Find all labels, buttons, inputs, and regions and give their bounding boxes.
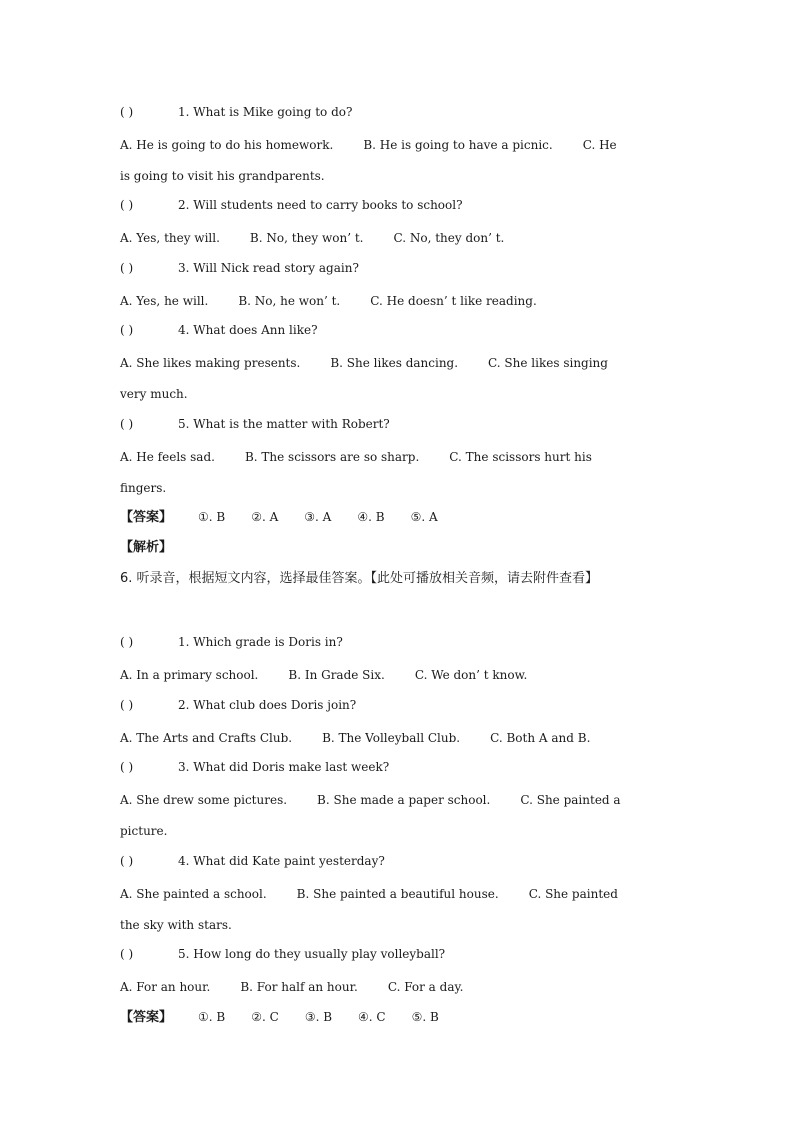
option-c: C. For a day. bbox=[387, 980, 464, 994]
question-text: 4. What does Ann like? bbox=[178, 323, 318, 337]
question-1-3 bbox=[120, 260, 680, 276]
option-continuation: is going to visit his grandparents. bbox=[120, 169, 325, 183]
option-a: A. She drew some pictures. bbox=[120, 793, 288, 807]
option-c: C. We don’ t know. bbox=[414, 668, 528, 682]
option-b: B. The Volleyball Club. bbox=[322, 731, 461, 745]
question-2-4 bbox=[120, 853, 680, 869]
analysis-label: 【解析】 bbox=[120, 540, 173, 555]
option-b: B. She made a paper school. bbox=[317, 793, 491, 807]
question-1-4 bbox=[120, 322, 680, 338]
answer-item: ④. C bbox=[358, 1010, 386, 1024]
answer-label: 【答案】 bbox=[120, 510, 173, 525]
option-a: A. The Arts and Crafts Club. bbox=[120, 731, 293, 745]
option-a: A. He is going to do his homework. bbox=[120, 138, 334, 152]
option-c: C. She likes singing bbox=[488, 356, 608, 370]
answer-item: ②. A bbox=[251, 510, 279, 524]
answer-blank: ( ) bbox=[120, 635, 134, 649]
section-heading: 6. 听录音，根据短文内容，选择最佳答案。【此处可播放相关音频，请去附件查看】 bbox=[120, 571, 599, 586]
option-c: C. She painted a bbox=[520, 793, 621, 807]
answer-blank: ( ) bbox=[120, 198, 134, 212]
option-c: C. No, they don’ t. bbox=[393, 231, 505, 245]
options-1-1 bbox=[120, 137, 680, 153]
answer-label: 【答案】 bbox=[120, 1010, 173, 1025]
question-text: 3. Will Nick read story again? bbox=[178, 261, 359, 275]
answer-blank: ( ) bbox=[120, 854, 134, 868]
question-text: 1. What is Mike going to do? bbox=[178, 105, 353, 119]
option-a: A. For an hour. bbox=[120, 980, 211, 994]
question-1-5 bbox=[120, 416, 680, 432]
options-2-3 bbox=[120, 792, 680, 808]
option-a: A. Yes, they will. bbox=[120, 231, 220, 245]
answer-blank: ( ) bbox=[120, 417, 134, 431]
answer-blank: ( ) bbox=[120, 947, 134, 961]
option-b: B. He is going to have a picnic. bbox=[363, 138, 553, 152]
question-text: 2. What club does Doris join? bbox=[178, 698, 357, 712]
option-a: A. In a primary school. bbox=[120, 668, 259, 682]
question-2-3 bbox=[120, 759, 680, 775]
answer-blank: ( ) bbox=[120, 323, 134, 337]
question-text: 5. What is the matter with Robert? bbox=[178, 417, 390, 431]
answer-item: ③. B bbox=[304, 1010, 333, 1024]
answer-line-1 bbox=[120, 509, 680, 525]
option-b: B. She likes dancing. bbox=[330, 356, 459, 370]
option-c: C. Both A and B. bbox=[490, 731, 591, 745]
options-2-4 bbox=[120, 886, 680, 902]
option-b: B. No, they won’ t. bbox=[249, 231, 364, 245]
options-1-5 bbox=[120, 449, 680, 465]
answer-line-2 bbox=[120, 1009, 680, 1025]
option-b: B. In Grade Six. bbox=[288, 668, 385, 682]
answer-item: ⑤. B bbox=[411, 1010, 439, 1024]
option-a: A. Yes, he will. bbox=[120, 294, 209, 308]
option-b: B. She painted a beautiful house. bbox=[296, 887, 499, 901]
answer-item: ③. A bbox=[304, 510, 332, 524]
question-text: 4. What did Kate paint yesterday? bbox=[178, 854, 385, 868]
option-a: A. She likes making presents. bbox=[120, 356, 301, 370]
question-text: 5. How long do they usually play volleyball? bbox=[178, 947, 446, 961]
question-1-2 bbox=[120, 197, 680, 213]
answer-item: ⑤. A bbox=[410, 510, 438, 524]
question-2-5 bbox=[120, 946, 680, 962]
answer-item: ④. B bbox=[357, 510, 385, 524]
question-text: 1. Which grade is Doris in? bbox=[178, 635, 343, 649]
option-continuation: fingers. bbox=[120, 481, 167, 495]
answer-blank: ( ) bbox=[120, 105, 134, 119]
options-2-1 bbox=[120, 667, 680, 683]
answer-item: ①. B bbox=[198, 510, 226, 524]
answer-item: ②. C bbox=[251, 1010, 279, 1024]
options-2-5 bbox=[120, 979, 680, 995]
option-b: B. For half an hour. bbox=[240, 980, 358, 994]
options-1-2 bbox=[120, 230, 680, 246]
question-text: 3. What did Doris make last week? bbox=[178, 760, 390, 774]
answer-item: ①. B bbox=[198, 1010, 226, 1024]
option-a: A. She painted a school. bbox=[120, 887, 267, 901]
question-2-1 bbox=[120, 634, 680, 650]
answer-blank: ( ) bbox=[120, 261, 134, 275]
options-2-2 bbox=[120, 730, 680, 746]
option-continuation: picture. bbox=[120, 824, 168, 838]
option-a: A. He feels sad. bbox=[120, 450, 215, 464]
options-1-4 bbox=[120, 355, 680, 371]
answer-blank: ( ) bbox=[120, 760, 134, 774]
option-c: C. He doesn’ t like reading. bbox=[370, 294, 537, 308]
question-1-1 bbox=[120, 104, 680, 120]
option-c: C. The scissors hurt his bbox=[449, 450, 592, 464]
question-2-2 bbox=[120, 697, 680, 713]
option-c: C. She painted bbox=[528, 887, 618, 901]
option-continuation: the sky with stars. bbox=[120, 918, 232, 932]
question-text: 2. Will students need to carry books to school? bbox=[178, 198, 463, 212]
options-1-3 bbox=[120, 293, 680, 309]
option-continuation: very much. bbox=[120, 387, 188, 401]
answer-blank: ( ) bbox=[120, 698, 134, 712]
option-b: B. No, he won’ t. bbox=[238, 294, 341, 308]
option-c: C. He bbox=[582, 138, 617, 152]
option-b: B. The scissors are so sharp. bbox=[244, 450, 420, 464]
